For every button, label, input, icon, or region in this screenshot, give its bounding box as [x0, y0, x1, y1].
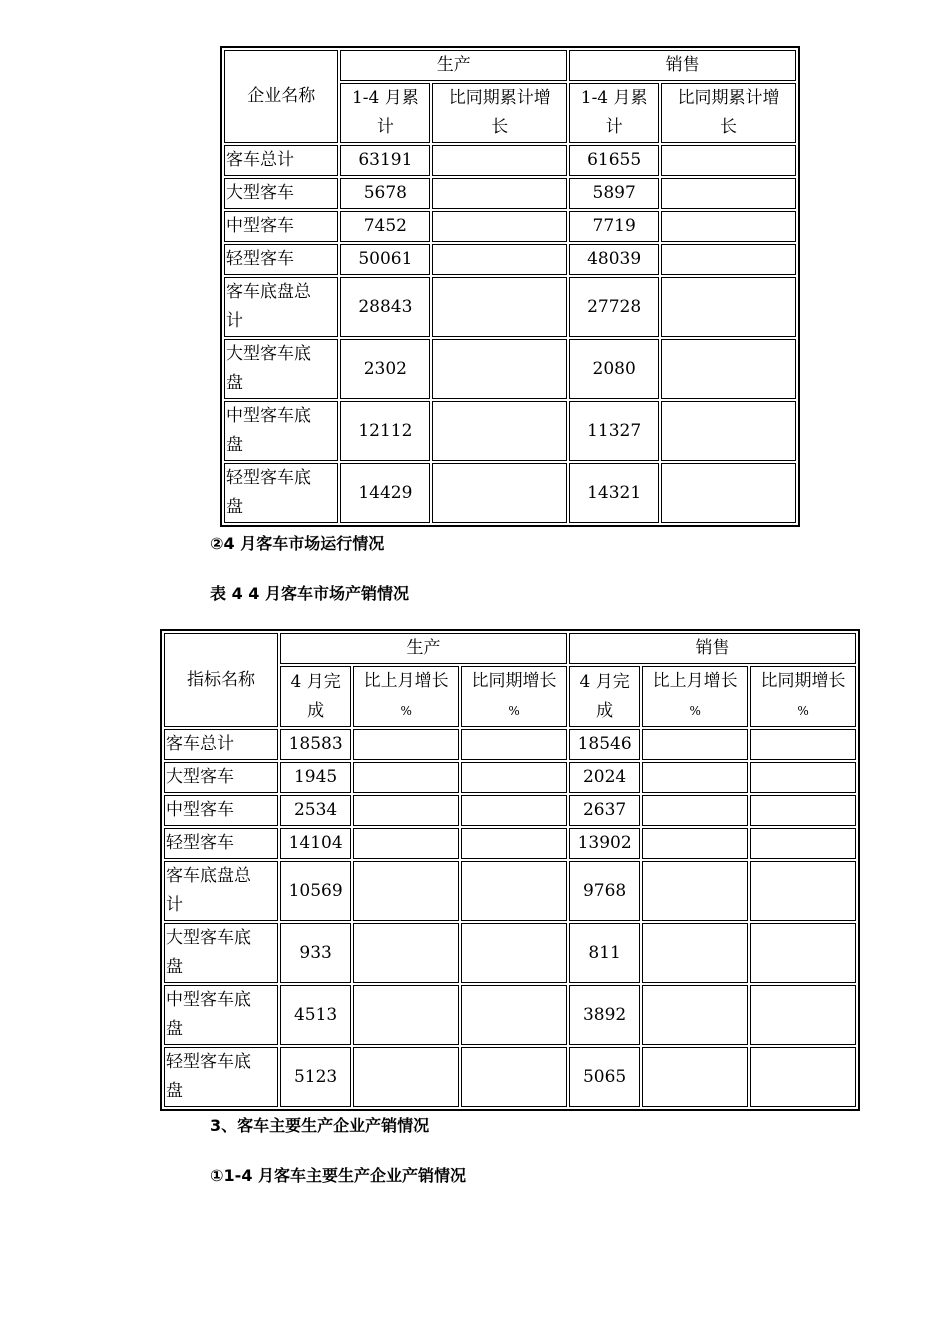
header-line: 长 — [720, 117, 738, 137]
cell-production: 2534 — [280, 795, 351, 826]
row-label-line: 盘 — [226, 497, 243, 517]
row-label — [224, 277, 338, 337]
percent-unit: % — [797, 704, 809, 718]
cell-sales: 9768 — [569, 861, 640, 921]
cell-sales: 2080 — [569, 339, 659, 399]
cell-sales: 14321 — [569, 463, 659, 523]
cell-production: 14104 — [280, 828, 351, 859]
header-line: 比同期累计增 — [677, 88, 780, 108]
header-line: 比同期累计增 — [448, 88, 551, 108]
row-label — [224, 339, 338, 399]
percent-unit: % — [400, 704, 412, 718]
row-label-line: 盘 — [226, 435, 243, 455]
cell-production-growth — [432, 339, 567, 399]
cell-sales: 5065 — [569, 1047, 640, 1107]
cell-s-mom — [642, 729, 748, 760]
header-line: 比同期增长 — [471, 671, 557, 691]
percent-unit: % — [508, 704, 520, 718]
cell-s-yoy — [750, 795, 856, 826]
row-label-line: 盘 — [166, 957, 183, 977]
cell-s-yoy — [750, 828, 856, 859]
table-row — [224, 211, 796, 242]
row-label-line: 轻型客车 — [226, 249, 294, 269]
row-label-line: 中型客车 — [166, 800, 234, 820]
row-label-line: 中型客车底 — [166, 990, 251, 1010]
cell-production-growth — [432, 211, 567, 242]
col-header-sales-yoy — [750, 666, 856, 727]
table-row — [224, 463, 796, 523]
cell-production: 10569 — [280, 861, 351, 921]
cell-p-mom — [353, 795, 459, 826]
header-line: 1-4 月累 — [580, 88, 648, 108]
header-line: 成 — [307, 700, 325, 721]
col-header-production-cumulative — [340, 83, 430, 143]
cell-production: 933 — [280, 923, 351, 983]
cell-sales: 18546 — [569, 729, 640, 760]
cell-production: 14429 — [340, 463, 430, 523]
section-heading-3: 3、客车主要生产企业产销情况 — [210, 1116, 430, 1135]
cell-s-yoy — [750, 923, 856, 983]
row-label-line: 轻型客车底 — [226, 468, 311, 488]
cell-sales: 2637 — [569, 795, 640, 826]
row-label-line: 大型客车底 — [166, 928, 251, 948]
table-jan-apr-cumulative — [220, 46, 800, 527]
cell-p-yoy — [461, 729, 567, 760]
cell-sales-growth — [661, 339, 796, 399]
header-label: 企业名称 — [247, 86, 316, 106]
row-label — [164, 985, 278, 1045]
table-row — [164, 795, 856, 826]
group-header-sales — [569, 50, 796, 81]
table-row — [164, 861, 856, 921]
table-row — [164, 923, 856, 983]
row-label-line: 大型客车 — [226, 183, 294, 203]
cell-production-growth — [432, 244, 567, 275]
col-header-production-done — [280, 666, 351, 727]
table-row — [164, 762, 856, 793]
cell-p-yoy — [461, 861, 567, 921]
table-row — [224, 401, 796, 461]
row-label — [164, 923, 278, 983]
cell-p-yoy — [461, 795, 567, 826]
cell-sales: 11327 — [569, 401, 659, 461]
cell-sales: 5897 — [569, 178, 659, 209]
header-line: 计 — [605, 117, 623, 137]
cell-production: 63191 — [340, 145, 430, 176]
table-row — [164, 985, 856, 1045]
header-label: 销售 — [665, 55, 700, 75]
cell-p-mom — [353, 762, 459, 793]
cell-s-mom — [642, 762, 748, 793]
row-label-line: 盘 — [226, 373, 243, 393]
cell-s-mom — [642, 828, 748, 859]
header-line: 成 — [596, 700, 614, 721]
cell-s-mom — [642, 985, 748, 1045]
cell-p-mom — [353, 861, 459, 921]
cell-s-mom — [642, 1047, 748, 1107]
row-label-line: 计 — [226, 311, 243, 331]
cell-sales-growth — [661, 211, 796, 242]
col-header-sales-cumulative — [569, 83, 659, 143]
row-label-line: 客车总计 — [226, 150, 294, 170]
cell-p-mom — [353, 985, 459, 1045]
section-heading-april: ②4 月客车市场运行情况 — [210, 534, 385, 553]
row-label-line: 盘 — [166, 1081, 183, 1101]
header-label: 生产 — [406, 638, 441, 658]
table-row — [224, 178, 796, 209]
percent-unit: % — [689, 704, 701, 718]
cell-p-mom — [353, 1047, 459, 1107]
cell-s-yoy — [750, 1047, 856, 1107]
cell-sales-growth — [661, 244, 796, 275]
table-body — [224, 50, 796, 523]
row-label — [164, 729, 278, 760]
col-header-production-yoy — [461, 666, 567, 727]
header-line: 长 — [491, 117, 509, 137]
cell-s-yoy — [750, 762, 856, 793]
col-header-production-growth — [432, 83, 567, 143]
table-row — [224, 277, 796, 337]
row-label-line: 客车底盘总 — [226, 282, 311, 302]
group-header-sales — [569, 633, 856, 664]
row-label — [164, 861, 278, 921]
row-label — [224, 145, 338, 176]
cell-p-yoy — [461, 828, 567, 859]
cell-p-mom — [353, 923, 459, 983]
cell-s-yoy — [750, 985, 856, 1045]
group-header-production — [340, 50, 567, 81]
row-label — [224, 401, 338, 461]
cell-sales: 61655 — [569, 145, 659, 176]
row-label-line: 客车总计 — [166, 734, 234, 754]
cell-p-yoy — [461, 1047, 567, 1107]
cell-p-yoy — [461, 762, 567, 793]
cell-sales: 27728 — [569, 277, 659, 337]
row-label-line: 轻型客车 — [166, 833, 234, 853]
row-label-line: 轻型客车底 — [166, 1052, 251, 1072]
header-label: 销售 — [695, 638, 730, 658]
col-header-company — [224, 50, 338, 143]
row-label — [164, 795, 278, 826]
col-header-production-mom — [353, 666, 459, 727]
cell-s-mom — [642, 923, 748, 983]
header-label: 生产 — [436, 55, 471, 75]
row-label-line: 中型客车底 — [226, 406, 311, 426]
row-label-line: 客车底盘总 — [166, 866, 251, 886]
cell-sales: 7719 — [569, 211, 659, 242]
table-header-row — [164, 633, 856, 664]
row-label — [224, 244, 338, 275]
cell-sales: 3892 — [569, 985, 640, 1045]
header-line: 比同期增长 — [760, 671, 846, 691]
cell-sales-growth — [661, 463, 796, 523]
cell-production-growth — [432, 463, 567, 523]
cell-sales: 811 — [569, 923, 640, 983]
table-row — [164, 828, 856, 859]
table-april — [160, 629, 860, 1111]
row-label-line: 计 — [166, 895, 183, 915]
cell-p-mom — [353, 729, 459, 760]
header-line: 计 — [376, 117, 394, 137]
cell-production: 12112 — [340, 401, 430, 461]
row-label — [164, 828, 278, 859]
cell-production: 50061 — [340, 244, 430, 275]
row-label — [164, 1047, 278, 1107]
cell-s-yoy — [750, 861, 856, 921]
cell-production: 28843 — [340, 277, 430, 337]
col-header-indicator — [164, 633, 278, 727]
table-row — [224, 145, 796, 176]
row-label-line: 中型客车 — [226, 216, 294, 236]
table-row — [164, 1047, 856, 1107]
section-heading-3-1: ①1-4 月客车主要生产企业产销情况 — [210, 1166, 467, 1185]
cell-production: 1945 — [280, 762, 351, 793]
row-label-line: 盘 — [166, 1019, 183, 1039]
row-label — [224, 463, 338, 523]
col-header-sales-growth — [661, 83, 796, 143]
cell-sales-growth — [661, 145, 796, 176]
table-row — [224, 244, 796, 275]
cell-production-growth — [432, 277, 567, 337]
cell-sales: 13902 — [569, 828, 640, 859]
header-line: 4 月完 — [579, 671, 630, 692]
cell-p-yoy — [461, 923, 567, 983]
cell-sales-growth — [661, 401, 796, 461]
cell-production: 5678 — [340, 178, 430, 209]
cell-production-growth — [432, 145, 567, 176]
row-label — [164, 762, 278, 793]
cell-production: 18583 — [280, 729, 351, 760]
header-line: 1-4 月累 — [351, 88, 419, 108]
table-caption: 表 4 4 月客车市场产销情况 — [210, 584, 409, 603]
row-label-line: 大型客车 — [166, 767, 234, 787]
table-row — [164, 729, 856, 760]
row-label-line: 大型客车底 — [226, 344, 311, 364]
cell-sales-growth — [661, 277, 796, 337]
cell-p-yoy — [461, 985, 567, 1045]
cell-production-growth — [432, 178, 567, 209]
cell-production: 2302 — [340, 339, 430, 399]
header-line: 比上月增长 — [363, 671, 449, 691]
header-line: 4 月完 — [290, 671, 341, 692]
group-header-production — [280, 633, 567, 664]
cell-sales-growth — [661, 178, 796, 209]
cell-p-mom — [353, 828, 459, 859]
cell-production-growth — [432, 401, 567, 461]
cell-production: 5123 — [280, 1047, 351, 1107]
table-body — [164, 633, 856, 1107]
table-header-row — [224, 50, 796, 81]
col-header-sales-mom — [642, 666, 748, 727]
header-line: 比上月增长 — [652, 671, 738, 691]
cell-sales: 2024 — [569, 762, 640, 793]
cell-production: 7452 — [340, 211, 430, 242]
cell-production: 4513 — [280, 985, 351, 1045]
cell-sales: 48039 — [569, 244, 659, 275]
cell-s-mom — [642, 861, 748, 921]
cell-s-yoy — [750, 729, 856, 760]
col-header-sales-done — [569, 666, 640, 727]
row-label — [224, 211, 338, 242]
table-row — [224, 339, 796, 399]
header-label: 指标名称 — [187, 669, 255, 690]
row-label — [224, 178, 338, 209]
cell-s-mom — [642, 795, 748, 826]
